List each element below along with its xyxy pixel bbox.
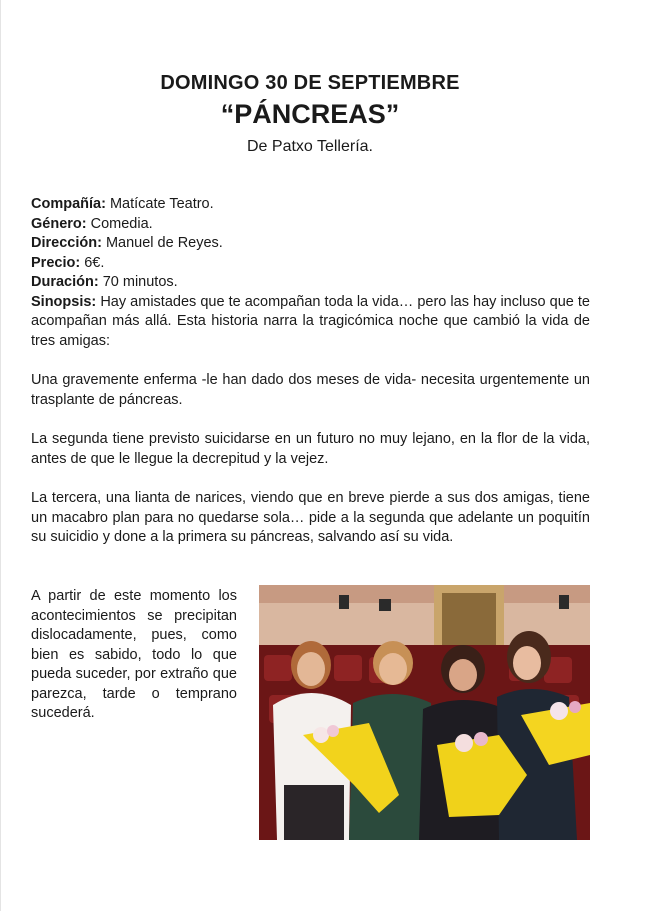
detail-genre: Género: Comedia. [31, 215, 153, 232]
paragraph-first-friend: Una gravemente enferma -le han dado dos meses de vida- necesita urgentemente un trasplante de páncreas. [31, 372, 590, 408]
header [0, 72, 620, 156]
photo-illustration [259, 585, 590, 840]
detail-synopsis: Sinopsis: Hay amistades que te acompañan toda la vida… pero las hay incluso que te acompañan más allá. Esta historia narra la tragicómica noche que cambió la vida de tres amigas: [31, 293, 590, 349]
detail-direction: Dirección: Manuel de Reyes. [31, 235, 223, 251]
event-date: DOMINGO 30 DE SEPTIEMBRE [160, 72, 460, 94]
detail-price: Precio: 6€. [31, 254, 105, 271]
play-author: De Patxo Tellería. [247, 138, 373, 155]
play-title: “PÁNCREAS” [220, 99, 400, 129]
side-paragraph: A partir de este momento los acontecimientos se precipitan dislocadamente, pues, como bien es sabido, todo lo que pueda suceder, por extraño que parezca, tarde o temprano sucederá. [31, 588, 237, 721]
event-details [31, 195, 590, 548]
paragraph-third-friend: La tercera, una lianta de narices, viendo que en breve pierde a sus dos amigas, tiene un macabro plan para no quedarse sola… pide a la segunda que adelante un poquitín su suicidio y done a la primera su páncreas, salvando así su vida. [31, 490, 590, 545]
paragraph-second-friend: La segunda tiene previsto suicidarse en un futuro no muy lejano, en la flor de la vida, antes de que le llegue la decrepitud y la vejez. [31, 431, 590, 467]
detail-duration: Duración: 70 minutos. [31, 274, 178, 290]
detail-company: Compañía: Matícate Teatro. [31, 196, 214, 212]
group-photo [259, 585, 590, 840]
